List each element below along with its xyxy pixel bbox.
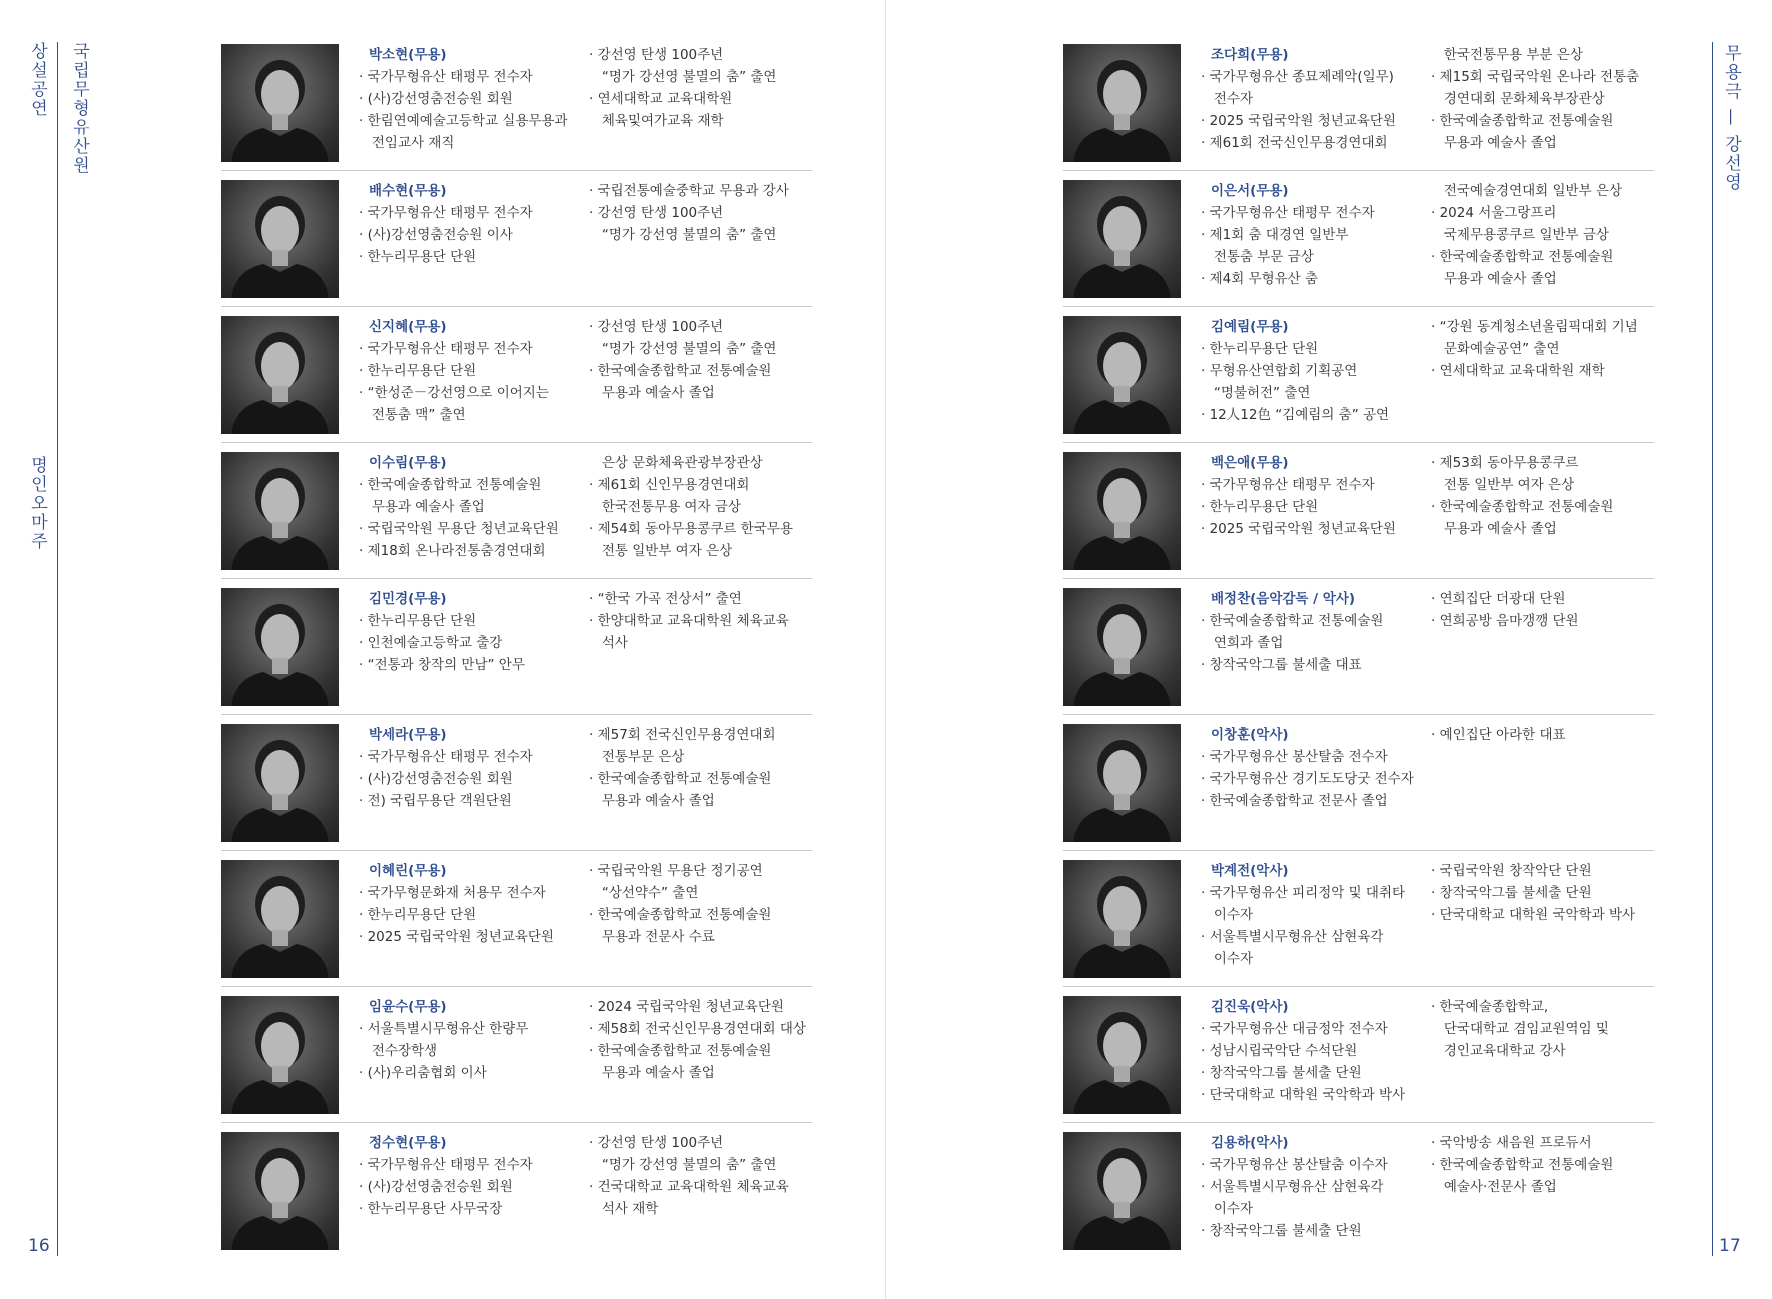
performer-name: 김진욱(악사) [1211,999,1289,1015]
performer-entry [221,172,812,296]
performer-photo [1063,44,1181,162]
portrait-silhouette-icon [221,860,339,978]
performer-bio-col2: · 한국예술종합학교, 단국대학교 겸임교원역임 및 경인교육대학교 강사 [1431,999,1609,1059]
performer-bio-col2: · 국립국악원 무용단 정기공연 “상선약수” 출연 · 한국예술종합학교 전통예술원 무용과 전문사 수료 [589,863,772,945]
portrait-silhouette-icon [1063,1132,1181,1250]
performer-name: 박세라(무용) [369,727,447,743]
entry-divider [1063,306,1654,307]
performer-photo [221,724,339,842]
entry-divider [1063,850,1654,851]
performer-name: 이수림(무용) [369,455,447,471]
entry-divider [1063,1122,1654,1123]
performer-bio-col1: · 서울특별시무형유산 한량무 전수장학생 · (사)우리춤협회 이사 [359,1021,529,1081]
performer-entry [1063,36,1654,160]
performer-bio-col1: · 국가무형문화재 처용무 전수자 · 한누리무용단 단원 · 2025 국립국악원 청년교육단원 [359,885,554,945]
performer-bio-col2: · “한국 가곡 전상서” 출연 · 한양대학교 교육대학원 체육교육 석사 [589,591,789,651]
performer-photo [221,180,339,298]
performer-name: 백은애(무용) [1211,455,1289,471]
performer-bio-col2: · 제57회 전국신인무용경연대회 전통부문 은상 · 한국예술종합학교 전통예술원 무용과 예술사 졸업 [589,727,776,809]
performer-bio-col2: 한국전통무용 부분 은상 · 제15회 국립국악원 온나라 전통춤 경연대회 문화체육부장관상 · 한국예술종합학교 전통예술원 무용과 예술사 졸업 [1431,47,1640,151]
performer-bio-col1: · 국가무형유산 태평무 전수자 · (사)강선영춤전승원 이사 · 한누리무용단 단원 [359,205,533,265]
performer-bio-col1: · 국가무형유산 피리정악 및 대취타 이수자 · 서울특별시무형유산 삼현육각 이수자 [1201,885,1406,967]
performer-photo [221,996,339,1114]
performer-photo [221,44,339,162]
performer-bio-col2: · 연희집단 더광대 단원 · 연희공방 음마갱깽 단원 [1431,591,1579,629]
entry-divider [221,714,812,715]
performer-bio-col2: 전국예술경연대회 일반부 은상 · 2024 서울그랑프리 국제무용콩쿠르 일반부 금상 · 한국예술종합학교 전통예술원 무용과 예술사 졸업 [1431,183,1622,287]
entry-divider [221,306,812,307]
portrait-silhouette-icon [221,180,339,298]
entry-divider [221,170,812,171]
performer-name: 박소현(무용) [369,47,447,63]
performer-bio-col1: · 국가무형유산 봉산탈춤 이수자 · 서울특별시무형유산 삼현육각 이수자 · 창작국악그룹 불세출 단원 [1201,1157,1388,1239]
portrait-silhouette-icon [1063,452,1181,570]
page-number-right: 17 [1719,1236,1741,1256]
side-title-program: 명인오마주 [27,456,47,551]
performer-name: 김용하(악사) [1211,1135,1289,1151]
performer-entry [1063,716,1654,840]
performer-bio-col1: · 국가무형유산 태평무 전수자 · (사)강선영춤전승원 회원 · 한림연예예술고등학교 실용무용과 전임교사 재직 [359,69,568,151]
performer-bio-col1: · 국가무형유산 태평무 전수자 · 한누리무용단 단원 · 2025 국립국악원 청년교육단원 [1201,477,1396,537]
performer-bio-col2: 은상 문화체육관광부장관상 · 제61회 신인무용경연대회 한국전통무용 여자 금상 · 제54회 동아무용콩쿠르 한국무용 전통 일반부 여자 은상 [589,455,793,559]
entry-divider [221,578,812,579]
entry-divider [221,986,812,987]
performer-photo [1063,724,1181,842]
entry-divider [1063,170,1654,171]
performer-photo [221,452,339,570]
entry-divider [221,442,812,443]
performer-entry [221,36,812,160]
side-title-show: 무용극 — 강선영 [1721,44,1741,192]
performer-name: 배정찬(음악감독 / 악사) [1211,591,1356,607]
performer-entry [1063,172,1654,296]
performer-bio-col1: · 한국예술종합학교 전통예술원 무용과 예술사 졸업 · 국립국악원 무용단 청년교육단원 · 제18회 온나라전통춤경연대회 [359,477,559,559]
portrait-silhouette-icon [221,1132,339,1250]
side-title-institution: 국립무형유산원 [69,42,89,175]
performer-photo [1063,588,1181,706]
performer-name: 이창훈(악사) [1211,727,1289,743]
portrait-silhouette-icon [221,588,339,706]
portrait-silhouette-icon [1063,588,1181,706]
portrait-silhouette-icon [1063,180,1181,298]
portrait-silhouette-icon [1063,44,1181,162]
performer-bio-col2: · 국립국악원 창작악단 단원 · 창작국악그룹 불세출 단원 · 단국대학교 대학원 국악학과 박사 [1431,863,1636,923]
portrait-silhouette-icon [221,44,339,162]
portrait-silhouette-icon [221,316,339,434]
performer-photo [221,588,339,706]
performer-entry [221,988,812,1112]
performer-bio-col1: · 국가무형유산 태평무 전수자 · 한누리무용단 단원 · “한성준－강선영으로 이어지는 전통춤 맥” 출연 [359,341,549,423]
performer-entry [1063,580,1654,704]
performer-photo [1063,452,1181,570]
side-title-performance: 상설공연 [27,42,47,118]
left-margin-line [57,42,58,1256]
performer-name: 배수현(무용) [369,183,447,199]
performer-bio-col2: · 예인집단 아라한 대표 [1431,727,1566,743]
page-number-left: 16 [28,1236,50,1256]
performer-entry [221,444,812,568]
performer-name: 이혜린(무용) [369,863,447,879]
performer-entry [221,580,812,704]
performer-bio-col2: · 강선영 탄생 100주년 “명가 강선영 불멸의 춤” 출연 · 연세대학교 교육대학원 체육및여가교육 재학 [589,47,777,129]
performer-name: 이은서(무용) [1211,183,1289,199]
performer-bio-col1: · 한누리무용단 단원 · 인천예술고등학교 출강 · “전통과 창작의 만남” 안무 [359,613,525,673]
performer-bio-col2: · 강선영 탄생 100주년 “명가 강선영 불멸의 춤” 출연 · 건국대학교 교육대학원 체육교육 석사 재학 [589,1135,789,1217]
performer-name: 김예림(무용) [1211,319,1289,335]
performer-bio-col1: · 한국예술종합학교 전통예술원 연희과 졸업 · 창작국악그룹 불세출 대표 [1201,613,1384,673]
performer-entry [221,852,812,976]
performer-photo [1063,316,1181,434]
performer-bio-col2: · 강선영 탄생 100주년 “명가 강선영 불멸의 춤” 출연 · 한국예술종합학교 전통예술원 무용과 예술사 졸업 [589,319,777,401]
performer-bio-col1: · 국가무형유산 태평무 전수자 · (사)강선영춤전승원 회원 · 한누리무용단 사무국장 [359,1157,533,1217]
performer-photo [1063,180,1181,298]
entry-divider [1063,578,1654,579]
performer-entry [221,308,812,432]
entry-divider [221,850,812,851]
performer-name: 정수현(무용) [369,1135,447,1151]
performer-name: 조다희(무용) [1211,47,1289,63]
performer-name: 김민경(무용) [369,591,447,607]
portrait-silhouette-icon [1063,316,1181,434]
performer-entry [221,1124,812,1248]
performer-photo [1063,996,1181,1114]
right-margin-line [1712,42,1713,1256]
performer-entry [1063,444,1654,568]
performer-photo [1063,860,1181,978]
performer-bio-col1: · 국가무형유산 태평무 전수자 · 제1회 춤 대경연 일반부 전통춤 부문 금상 · 제4회 무형유산 춤 [1201,205,1375,287]
performer-bio-col2: · 제53회 동아무용콩쿠르 전통 일반부 여자 은상 · 한국예술종합학교 전통예술원 무용과 예술사 졸업 [1431,455,1614,537]
entry-divider [1063,714,1654,715]
entry-divider [1063,442,1654,443]
performer-bio-col1: · 국가무형유산 태평무 전수자 · (사)강선영춤전승원 회원 · 전) 국립무용단 객원단원 [359,749,533,809]
performer-bio-col2: · 2024 국립국악원 청년교육단원 · 제58회 전국신인무용경연대회 대상 · 한국예술종합학교 전통예술원 무용과 예술사 졸업 [589,999,806,1081]
portrait-silhouette-icon [221,724,339,842]
portrait-silhouette-icon [1063,860,1181,978]
performer-entry [1063,1124,1654,1248]
performer-photo [1063,1132,1181,1250]
portrait-silhouette-icon [1063,996,1181,1114]
entry-divider [1063,986,1654,987]
performer-entry [1063,308,1654,432]
performer-name: 박계전(악사) [1211,863,1289,879]
performer-bio-col2: · “강원 동계청소년올림픽대회 기념 문화예술공연” 출연 · 연세대학교 교육대학원 재학 [1431,319,1638,379]
portrait-silhouette-icon [1063,724,1181,842]
performer-photo [221,1132,339,1250]
performer-photo [221,316,339,434]
performer-photo [221,860,339,978]
performer-name: 임윤수(무용) [369,999,447,1015]
right-page [886,0,1772,1299]
portrait-silhouette-icon [221,452,339,570]
performer-entry [221,716,812,840]
performer-bio-col1: · 국가무형유산 대금정악 전수자 · 성남시립국악단 수석단원 · 창작국악그룹 불세출 단원 · 단국대학교 대학원 국악학과 박사 [1201,1021,1406,1103]
performer-name: 신지혜(무용) [369,319,447,335]
performer-entry [1063,988,1654,1112]
portrait-silhouette-icon [221,996,339,1114]
performer-bio-col1: · 국가무형유산 종묘제례악(일무) 전수자 · 2025 국립국악원 청년교육단원 · 제61회 전국신인무용경연대회 [1201,69,1396,151]
entry-divider [221,1122,812,1123]
performer-bio-col1: · 국가무형유산 봉산탈춤 전수자 · 국가무형유산 경기도도당굿 전수자 · 한국예술종합학교 전문사 졸업 [1201,749,1414,809]
performer-bio-col2: · 국립전통예술중학교 무용과 강사 · 강선영 탄생 100주년 “명가 강선영 불멸의 춤” 출연 [589,183,789,243]
performer-bio-col2: · 국악방송 새음원 프로듀서 · 한국예술종합학교 전통예술원 예술사·전문사 졸업 [1431,1135,1614,1195]
performer-entry [1063,852,1654,976]
performer-bio-col1: · 한누리무용단 단원 · 무형유산연합회 기획공연 “명불허전” 출연 · 12人12色 “김예림의 춤” 공연 [1201,341,1390,423]
